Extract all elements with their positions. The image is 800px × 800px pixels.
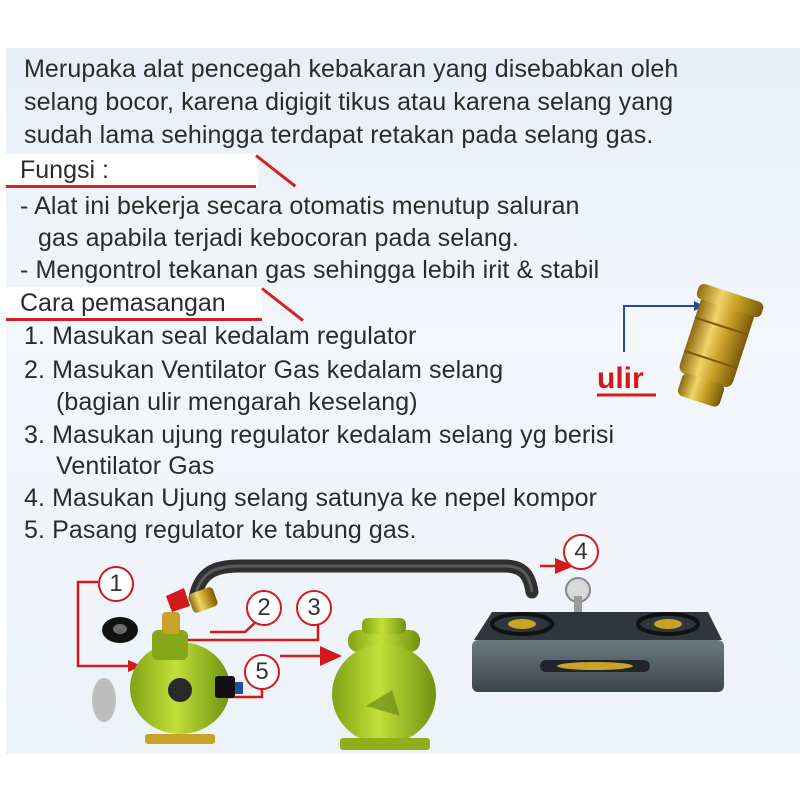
fungsi-item-2: - Mengontrol tekanan gas sehingga lebih irit & stabil [20,256,600,284]
diagram-step-2-marker: 2 [246,590,282,626]
diagram-step-1-marker: 1 [98,566,134,602]
ulir-label: ulir [597,362,644,395]
step-1: 1. Masukan seal kedalam regulator [24,322,417,350]
fungsi-item-1-line-2: gas apabila terjadi kebocoran pada selang. [38,224,519,252]
intro-line-2: selang bocor, karena digigit tikus atau karena selang yang [24,88,674,116]
diagram-step-3-marker: 3 [296,590,332,626]
step-3-line-1: 3. Masukan ujung regulator kedalam selang yg berisi [24,421,615,449]
diagram-step-4-marker: 4 [563,534,599,570]
intro-line-3: sudah lama sehingga terdapat retakan pada selang gas. [24,121,654,149]
step-2-line-2: (bagian ulir mengarah keselang) [56,388,418,416]
ventilator-brass-part [665,282,765,411]
lpg-cylinder [332,618,436,750]
gas-stove [472,578,724,692]
diagram-step-5-marker: 5 [244,654,280,690]
cara-heading: Cara pemasangan [20,289,226,317]
fungsi-item-1-line-1: - Alat ini bekerja secara otomatis menutup saluran [20,192,580,220]
step-5: 5. Pasang regulator ke tabung gas. [24,516,417,544]
intro-line-1: Merupaka alat pencegah kebakaran yang disebabkan oleh [24,55,679,83]
step-2-line-1: 2. Masukan Ventilator Gas kedalam selang [24,356,504,384]
step-4: 4. Masukan Ujung selang satunya ke nepel kompor [24,484,598,512]
step-3-line-2: Ventilator Gas [56,452,215,480]
gas-hose [195,566,532,598]
fungsi-heading: Fungsi : [20,156,109,184]
